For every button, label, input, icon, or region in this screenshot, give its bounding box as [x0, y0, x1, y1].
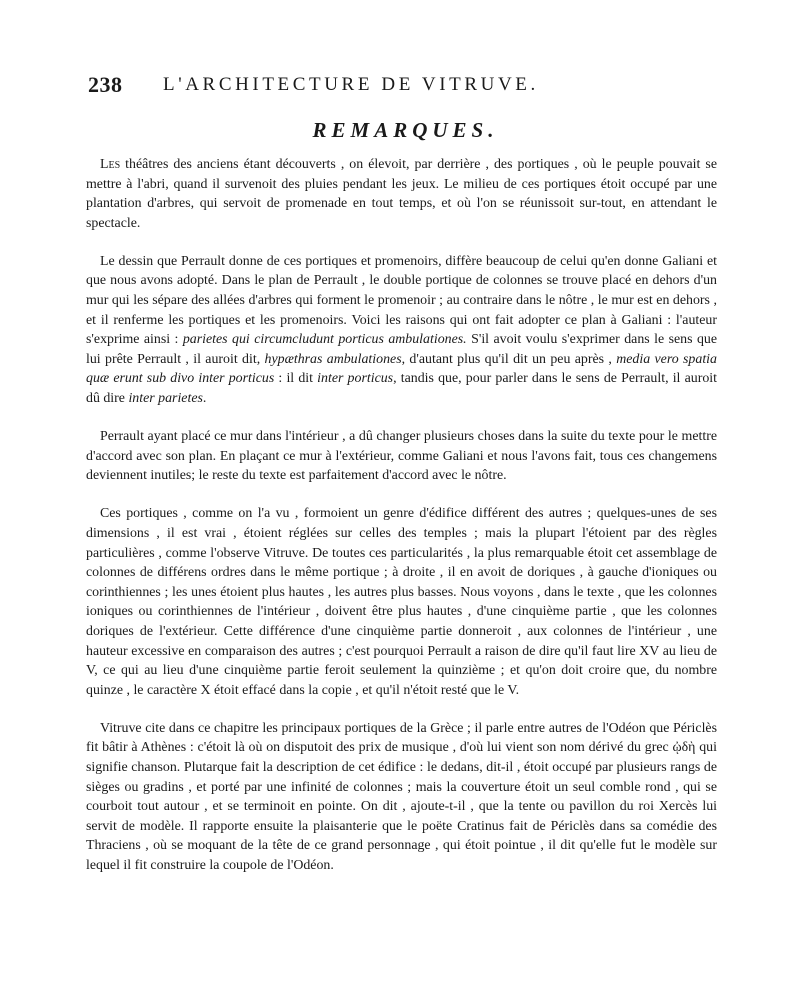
text-run: Perrault ayant placé ce mur dans l'intérieur , a dû changer plusieurs choses dans la suite du texte pour le mettre d'accord avec son plan. En plaçant ce mur à l'extérieur, comme Galiani et nous l'avons fait, tous ces changemens deviennent inutiles; le reste du texte est parfaitement d'accord avec le nôtre.: [86, 429, 717, 484]
text-run: Le dessin que Perrault donne de ces portiques et promenoirs, diffère beaucoup de celui qu'en donne Galiani et que nous avons adopté. Dans le plan de Perrault , le double portique de colonnes se trouve placé en dehors d'un mur qui les sépare des allées d'arbres qui forment le promenoir ; au contraire dans le nôtre , le mur est en dehors , et il renferme les portiques et les promenoirs. Voici les raisons qui ont fait adopter ce plan à Galiani : l'auteur s'exprime ainsi :: [86, 253, 717, 348]
latin-quote: media vero spatia quæ erunt sub divo inter porticus: [86, 351, 717, 387]
latin-quote: hypæthras ambulationes: [264, 351, 402, 367]
text-run: : il dit: [274, 371, 318, 387]
latin-quote: parietes qui circumcludunt porticus ambulationes.: [182, 332, 467, 348]
section-title-text: REMARQUES.: [312, 118, 499, 142]
running-head: [88, 72, 728, 102]
paragraph: [86, 719, 717, 876]
text-run: .: [202, 391, 207, 407]
text-run: Vitruve cite dans ce chapitre les principaux portiques de la Grèce ; il parle entre autres de l'Odéon que Périclès fit bâtir à Athènes : c'étoit là où on disputoit des prix de musique , d'où lui vient son nom dérivé du grec ᾠδὴ qui signifie chanson. Plutarque fait la description de cet édifice : le dedans, dit-il , étoit occupé par plusieurs rangs de sièges ou gradins , et porté par une infinité de colonnes ; mais la couverture étoit un seul comble rond , qui se courboit tout autour , et se terminoit en pointe. On dit , ajoute-t-il , que la tente ou pavillon du roi Xercès lui servit de modèle. Il rapporte ensuite la plaisanterie que le poëte Cratinus fait de Périclès dans sa comédie des Thraciens , où se moquant de la tête de ce grand personnage , qui étoit pointue , il dit qu'elle fut le modèle sur lequel il fit construire la coupole de l'Odéon.: [86, 720, 717, 873]
text-run: Ces portiques , comme on l'a vu , formoient un genre d'édifice différent des autres ; quelques-unes de ses dimensions , il est vrai , étoient réglées sur celles des temples ; mais la plupart l'étoient par des règles particulières , comme l'observe Vitruve. De toutes ces particularités , la plus remarquable étoit cet assemblage de colonnes de différens ordres dans le même portique ; à droite , il en avoit de doriques , à gauche d'ioniques ou corinthiennes ; les unes étoient plus hautes , les autres plus basses. Nous voyons , dans le texte , que les colonnes ioniques ou corinthiennes de l'intérieur , doivent être plus hautes , d'une cinquième partie , que les colonnes doriques de l'extérieur. Cette différence d'une cinquième partie donneroit , aux colonnes de l'intérieur , une hauteur excessive en comparaison des autres ; c'est pourquoi Perrault a raison de dire qu'il faut lire XV au lieu de V, ce qui au lieu d'une cinquième partie feroit seulement la quinzième ; et qu'on doit croire que, du nombre quinze , le caractère X étoit effacé dans la copie , et qu'il n'étoit resté que le V.: [86, 506, 717, 698]
text-run: , tandis que, pour parler dans le sens de Perrault, il auroit dû dire: [86, 371, 717, 407]
lead-word: Les: [100, 157, 121, 172]
paragraph: [86, 427, 717, 486]
text-run: S'il avoit voulu s'exprimer dans le sens que lui prête Perrault , il auroit dit,: [86, 332, 717, 367]
text-run: théâtres des anciens étant découverts , on élevoit, par derrière , des portiques , où le peuple pouvait se mettre à l'abri, quand il survenoit des pluies pendant les jeux. Le milieu de ces portiques étoit occupé par une plantation d'arbres, qui servoit de promenade en tout temps, et où l'on se réunissoit sur-tout, en attendant le spectacle.: [86, 157, 717, 231]
paragraph: [86, 155, 717, 233]
section-title: [0, 118, 791, 143]
body-text: [86, 155, 717, 894]
text-run: , d'autant plus qu'il dit un peu après ,: [401, 351, 617, 367]
paragraph: [86, 504, 717, 700]
paragraph: [86, 252, 717, 409]
running-title: L'ARCHITECTURE DE VITRUVE.: [163, 74, 539, 95]
latin-quote: inter porticus: [317, 371, 394, 387]
page-number: 238: [88, 72, 123, 97]
latin-quote: inter parietes: [128, 391, 203, 407]
